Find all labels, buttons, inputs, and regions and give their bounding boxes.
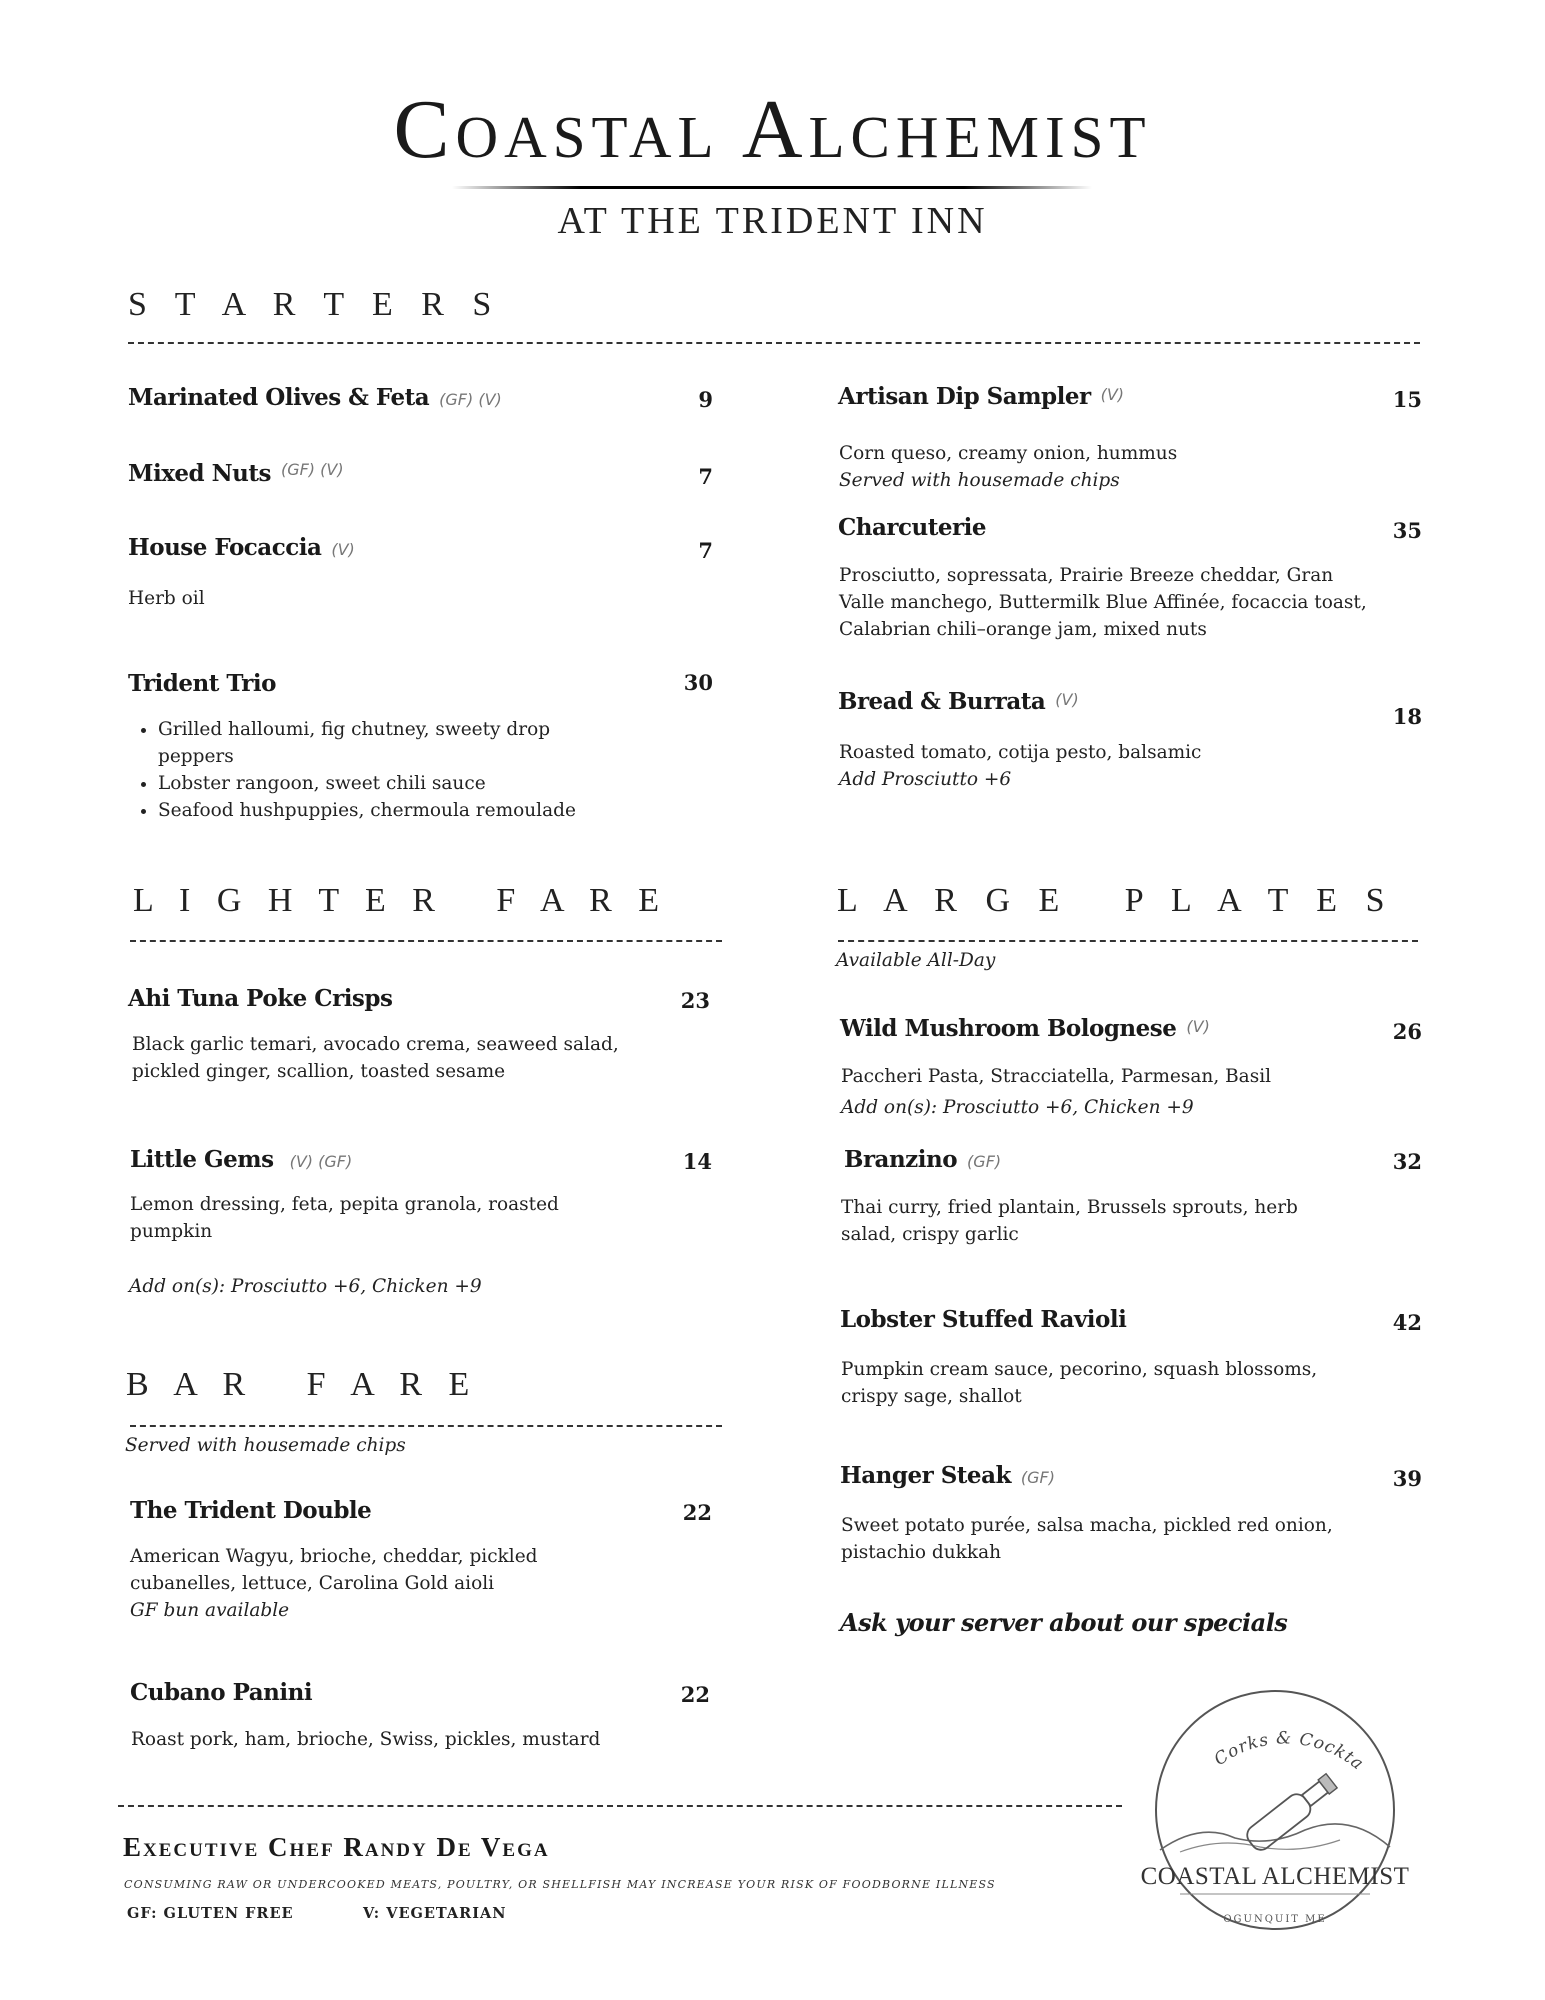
desc-lobster-ravioli: Pumpkin cream sauce, pecorino, squash blossoms, crispy sage, shallot	[841, 1359, 1318, 1407]
large-plates-note: Available All-Day	[836, 950, 996, 971]
item-lobster-ravioli: Lobster Stuffed Ravioli	[840, 1306, 1127, 1333]
restaurant-title: Coastal Alchemist	[393, 83, 1152, 176]
item-bread-burrata: Bread & Burrata (V)	[838, 688, 1079, 715]
price-charcuterie: 35	[1392, 518, 1422, 543]
bar-fare-note: Served with housemade chips	[125, 1435, 406, 1456]
desc-trident-double: American Wagyu, brioche, cheddar, pickled cubanelles, lettuce, Carolina Gold aioli	[130, 1546, 538, 1594]
title-divider	[452, 186, 1092, 189]
note-little-gems: Add on(s): Prosciutto +6, Chicken +9	[129, 1276, 482, 1297]
section-starters-heading: S T A R T E R S	[128, 286, 502, 323]
price-trident-trio: 30	[683, 670, 713, 695]
price-hanger-steak: 39	[1392, 1466, 1422, 1491]
desc-house-focaccia: Herb oil	[128, 588, 205, 609]
logo-arc-text: Corks & Cockta	[1210, 1728, 1368, 1775]
price-little-gems: 14	[682, 1149, 712, 1174]
desc-bread-burrata: Roasted tomato, cotija pesto, balsamic	[839, 742, 1202, 763]
logo-place-text: OGUNQUIT ME	[1223, 1914, 1327, 1925]
price-mixed-nuts: 7	[698, 464, 713, 489]
desc-cubano-panini: Roast pork, ham, brioche, Swiss, pickles, mustard	[131, 1729, 601, 1750]
desc-wild-mushroom-bolognese: Paccheri Pasta, Stracciatella, Parmesan, Basil	[841, 1066, 1272, 1087]
desc-trident-trio	[128, 716, 628, 824]
item-cubano-panini: Cubano Panini	[130, 1679, 313, 1706]
trio-item: • Seafood hushpuppies, chermoula remoulade	[158, 797, 628, 824]
desc-artisan-dip: Corn queso, creamy onion, hummus	[839, 443, 1178, 464]
item-marinated-olives: Marinated Olives & Feta (GF) (V)	[128, 384, 502, 411]
desc-little-gems: Lemon dressing, feta, pepita granola, roasted pumpkin	[130, 1194, 559, 1242]
desc-ahi-tuna: Black garlic temari, avocado crema, seaweed salad, pickled ginger, scallion, toasted sesame	[132, 1034, 619, 1082]
price-bread-burrata: 18	[1392, 704, 1422, 729]
item-trident-trio: Trident Trio	[128, 670, 277, 697]
trio-item: • Grilled halloumi, fig chutney, sweety drop peppers	[158, 716, 628, 770]
note-wild-mushroom-bolognese: Add on(s): Prosciutto +6, Chicken +9	[841, 1097, 1194, 1118]
item-trident-double: The Trident Double	[130, 1497, 372, 1524]
footer-divider	[118, 1805, 1122, 1807]
price-trident-double: 22	[682, 1500, 712, 1525]
desc-hanger-steak: Sweet potato purée, salsa macha, pickled red onion, pistachio dukkah	[841, 1515, 1333, 1563]
note-trident-double: GF bun available	[130, 1600, 290, 1621]
legend-gluten-free: GF: GLUTEN FREE	[127, 1905, 294, 1922]
executive-chef: Executive Chef Randy De Vega	[123, 1832, 550, 1862]
price-wild-mushroom-bolognese: 26	[1392, 1019, 1422, 1044]
section-bar-fare-heading: B A R F A R E	[126, 1366, 479, 1403]
specials-note: Ask your server about our specials	[840, 1608, 1288, 1637]
price-house-focaccia: 7	[698, 538, 713, 563]
item-hanger-steak: Hanger Steak (GF)	[840, 1462, 1055, 1489]
starters-divider	[128, 342, 1420, 344]
restaurant-subtitle: AT THE TRIDENT INN	[557, 200, 988, 242]
note-bread-burrata: Add Prosciutto +6	[839, 769, 1012, 790]
food-safety-warning: CONSUMING RAW OR UNDERCOOKED MEATS, POULTRY, OR SHELLFISH MAY INCREASE YOUR RISK OF FOODBORNE ILLNESS	[124, 1878, 996, 1891]
logo-graphic	[1140, 1672, 1410, 1942]
desc-branzino: Thai curry, fried plantain, Brussels sprouts, herb salad, crispy garlic	[841, 1197, 1298, 1245]
bar-fare-divider	[130, 1425, 722, 1427]
item-branzino: Branzino (GF)	[844, 1146, 1002, 1173]
item-wild-mushroom-bolognese: Wild Mushroom Bolognese (V)	[840, 1015, 1210, 1042]
price-artisan-dip: 15	[1392, 387, 1422, 412]
item-ahi-tuna: Ahi Tuna Poke Crisps	[128, 985, 393, 1012]
section-large-plates-heading: L A R G E P L A T E S	[837, 882, 1395, 919]
price-lobster-ravioli: 42	[1392, 1310, 1422, 1335]
section-lighter-fare-heading: L I G H T E R F A R E	[133, 882, 669, 919]
item-mixed-nuts: Mixed Nuts $^{(GF) (V)}$	[128, 460, 344, 487]
lighter-fare-divider	[130, 940, 722, 942]
item-house-focaccia: House Focaccia (V)	[128, 534, 355, 561]
coastal-alchemist-logo	[1140, 1672, 1410, 1942]
item-little-gems: Little Gems (V) (GF)	[130, 1146, 353, 1173]
item-artisan-dip: Artisan Dip Sampler (V)	[838, 383, 1125, 410]
desc-charcuterie: Prosciutto, sopressata, Prairie Breeze cheddar, Gran Valle manchego, Buttermilk Blue Affinée, focaccia toast, Calabrian chili–orange jam, mixed nuts	[839, 565, 1367, 640]
price-marinated-olives: 9	[698, 387, 713, 412]
price-cubano-panini: 22	[680, 1682, 710, 1707]
large-plates-divider	[838, 940, 1418, 942]
price-branzino: 32	[1392, 1149, 1422, 1174]
item-charcuterie: Charcuterie	[838, 514, 987, 541]
legend-vegetarian: V: VEGETARIAN	[363, 1905, 507, 1922]
price-ahi-tuna: 23	[680, 988, 710, 1013]
note-artisan-dip: Served with housemade chips	[839, 470, 1120, 491]
trio-item: • Lobster rangoon, sweet chili sauce	[158, 770, 628, 797]
logo-name-text: COASTAL ALCHEMIST	[1140, 1863, 1410, 1890]
